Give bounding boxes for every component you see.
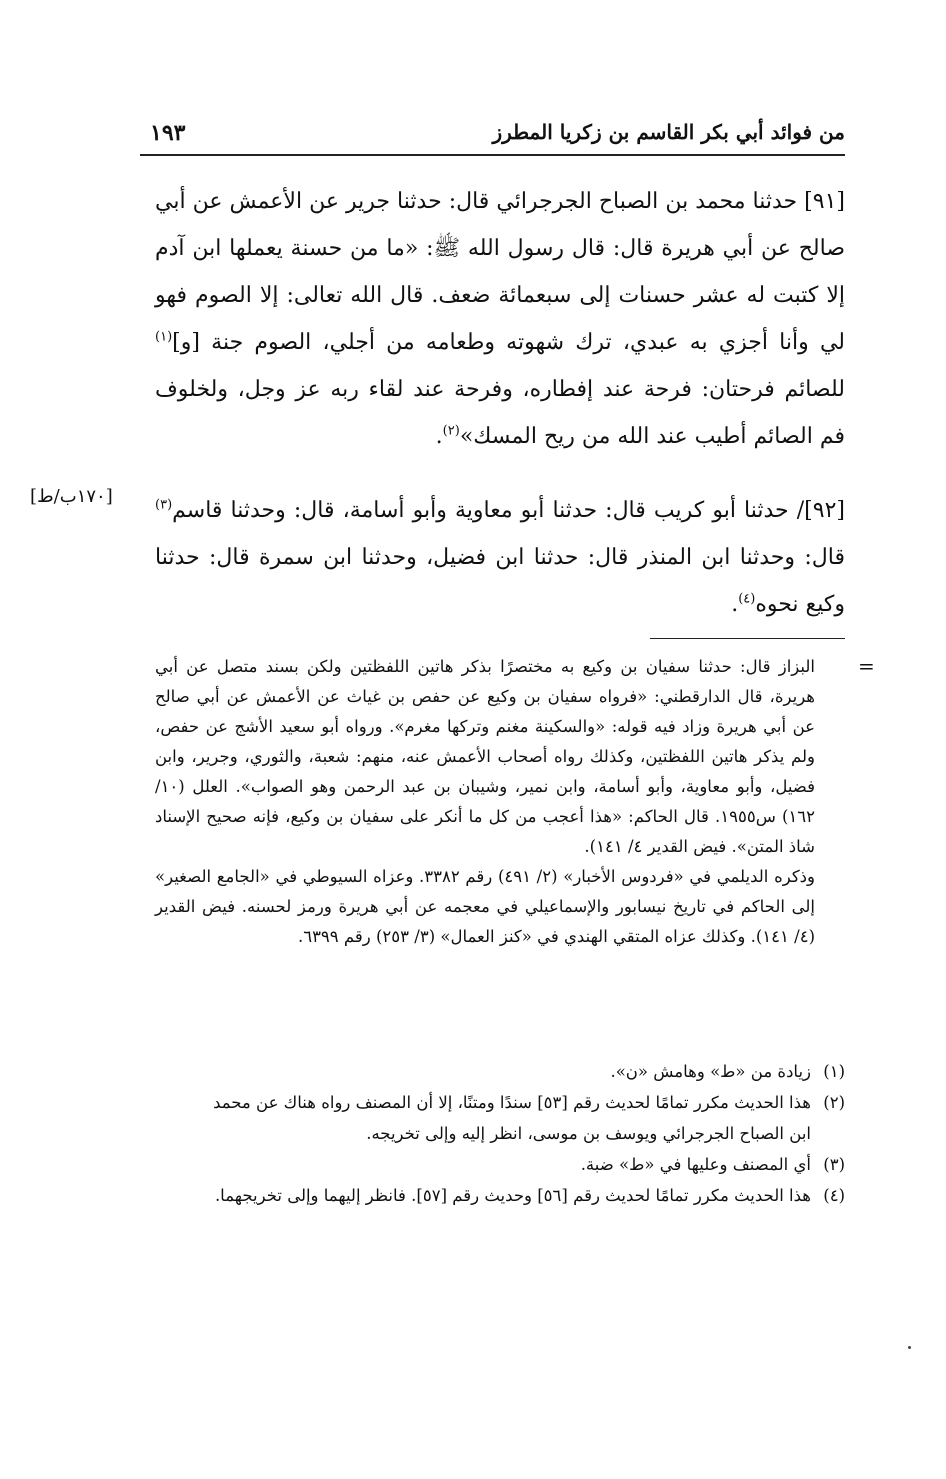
footnote-number: (١): [823, 1062, 845, 1081]
footnote-number: (٢): [823, 1093, 845, 1112]
hadith-91-text-cont: للصائم فرحتان: فرحة عند إفطاره، وفرحة عند لقاء ربه عز وجل، ولخلوف فم الصائم أطيب عند الله من ريح المسك»: [155, 377, 845, 449]
manuscript-folio-note: [١٧٠ب/ط]: [30, 486, 113, 507]
footnote-text: زيادة من «ط» وهامش «ن».: [610, 1062, 811, 1081]
footnote-text: أي المصنف وعليها في «ط» ضبة.: [580, 1155, 811, 1174]
footnote-text-line-2: ابن الصباح الجرجرائي ويوسف بن موسى، انظر إليه وإلى تخريجه.: [366, 1124, 811, 1143]
hadith-91-end: .: [435, 424, 443, 449]
hadith-92-text-cont: قال: وحدثنا ابن المنذر قال: حدثنا ابن فضيل، وحدثنا ابن سمرة قال: حدثنا وكيع نحوه: [155, 545, 845, 617]
hadith-91-paragraph: [155, 178, 845, 460]
footnote-number: (٣): [823, 1155, 845, 1174]
footnote-number: (٤): [823, 1186, 845, 1205]
footnote-continuation: [155, 652, 815, 952]
hadith-92-end: .: [731, 592, 739, 617]
footnote-ref-4: (٤): [738, 591, 756, 607]
footnote-ref-1: (١): [155, 329, 173, 345]
footnote-continuation-para-2: وذكره الديلمي في «فردوس الأخبار» (٢/ ٤٩١) رقم ٣٣٨٢. وعزاه السيوطي في «الجامع الصغير» إلى الحاكم في تاريخ نيسابور والإسماعيلي في معجمه عن أبي هريرة ورمز لحسنه. فيض القدير (٤/ ١٤١). وكذلك عزاه المتقي الهندي في «كنز العمال» (٣/ ٢٥٣) رقم ٦٣٩٩.: [155, 867, 815, 946]
footnote-continuation-mark: =: [858, 654, 875, 678]
footnote-text: هذا الحديث مكرر تمامًا لحديث رقم [٥٦] وحديث رقم [٥٧]. فانظر إليهما وإلى تخريجهما.: [214, 1186, 811, 1205]
footnote-3: [155, 1149, 845, 1180]
footnote-separator: [650, 638, 845, 639]
hadith-91: [155, 178, 845, 460]
hadith-91-text: [٩١] حدثنا محمد بن الصباح الجرجرائي قال: حدثنا جرير عن الأعمش عن أبي صالح عن أبي هريرة قال: قال رسول الله ﷺ: «ما من حسنة يعملها ابن آدم إلا كتبت له عشر حسنات إلى سبعمائة ضعف. قال الله تعالى: إلا الصوم فهو لي وأنا أجزي به عبدي، ترك شهوته وطعامه من أجلي، الصوم جنة [و]: [155, 189, 845, 355]
running-title: من فوائد أبي بكر القاسم بن زكريا المطرز: [492, 120, 845, 144]
running-header: [140, 118, 845, 156]
footnote-ref-3: (٣): [155, 497, 173, 513]
footnotes: [155, 1056, 845, 1211]
hadith-92: [155, 487, 845, 628]
footnote-text-wrap: [155, 1087, 811, 1149]
footnote-continuation-para-1: البزاز قال: حدثنا سفيان بن وكيع به مختصرًا بذكر هاتين اللفظتين ولكن بسند متصل عن أبي هريرة، قال الدارقطني: «فرواه سفيان بن وكيع عن حفص بن غياث عن الأعمش عن أبي صالح عن أبي هريرة وزاد فيه قوله: «والسكينة مغنم وتركها مغرم». ورواه أبو سعيد الأشج عن حفص، ولم يذكر هاتين اللفظتين، وكذلك رواه أصحاب الأعمش عنه، منهم: شعبة، والثوري، وجرير، وابن فضيل، وأبو معاوية، وأبو أسامة، وابن نمير، وشيبان بن عبد الرحمن وهو الصواب». العلل (١٠/ ١٦٢) س١٩٥٥. قال الحاكم: «هذا أعجب من كل ما أنكر على سفيان بن وكيع، فإنه صحيح الإسناد شاذ المتن». فيض القدير ٤/ ١٤١).: [155, 657, 815, 856]
hadith-92-text: [٩٢]/ حدثنا أبو كريب قال: حدثنا أبو معاوية وأبو أسامة، قال: وحدثنا قاسم: [172, 498, 845, 523]
hadith-92-paragraph: [155, 487, 845, 628]
footnote-ref-2: (٢): [442, 423, 460, 439]
scan-speck: [908, 1346, 911, 1349]
page-number: ١٩٣: [150, 120, 186, 146]
footnote-4: [155, 1180, 845, 1211]
footnote-text: هذا الحديث مكرر تمامًا لحديث رقم [٥٣] سندًا ومتنًا، إلا أن المصنف رواه هناك عن محمد: [213, 1093, 811, 1112]
footnote-1: [155, 1056, 845, 1087]
footnote-2: [155, 1087, 845, 1149]
